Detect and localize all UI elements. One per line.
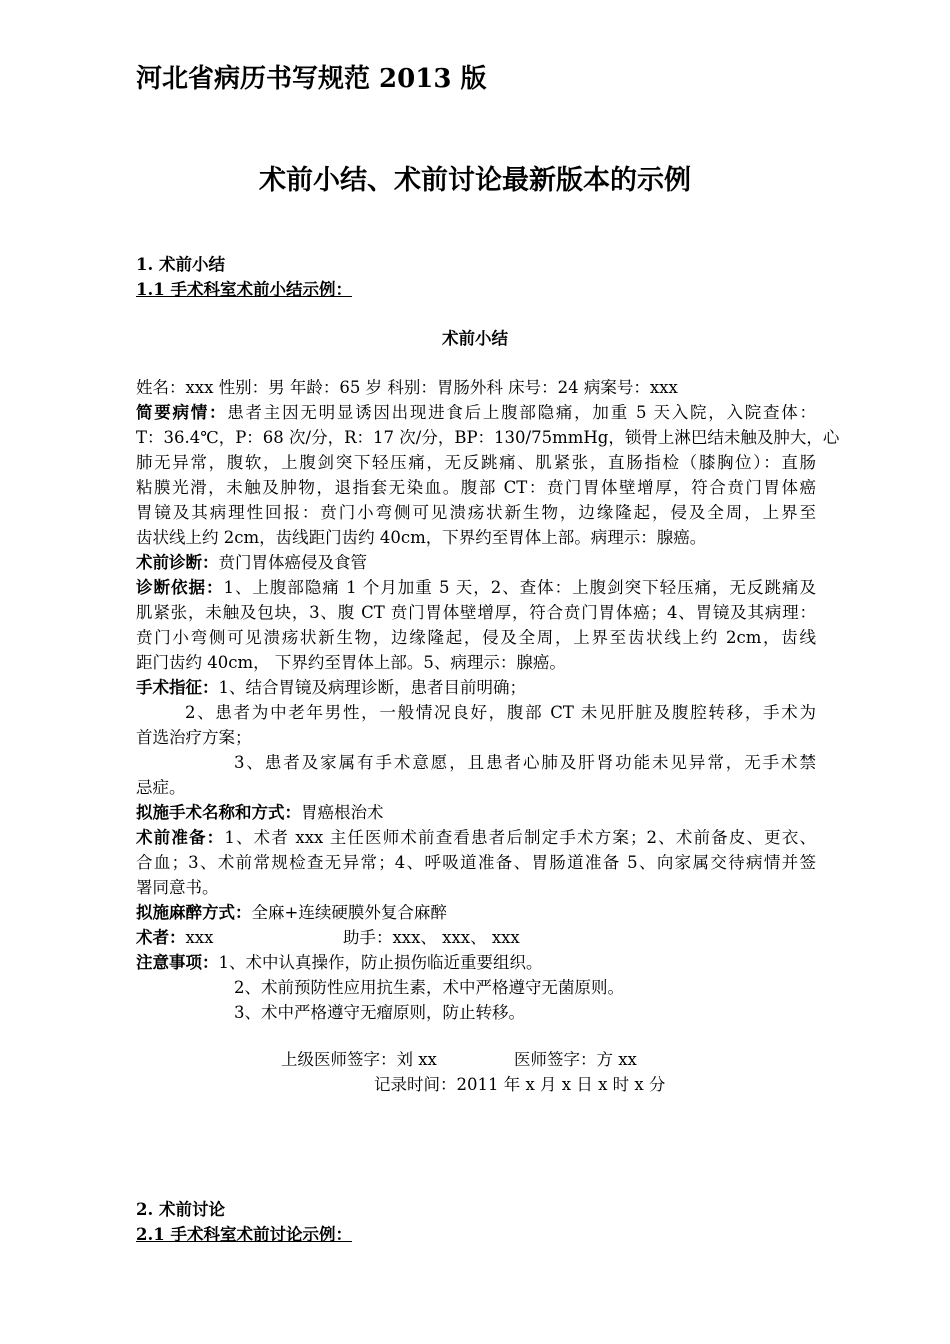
history-line-1: 简要病情：患者主因无明显诱因出现进食后上腹部隐痛，加重 5 天入院，入院查体：: [136, 403, 817, 422]
indication-line-4: 3、患者及家属有手术意愿，且患者心肺及肝肾功能未见异常，无手术禁: [234, 753, 816, 772]
page-title: 术前小结、术前讨论最新版本的示例: [259, 165, 691, 196]
prep-label: 术前准备：: [136, 828, 225, 847]
senior-signature: 上级医师签字：刘 xx: [281, 1050, 437, 1069]
notes-line-2: 2、术前预防性应用抗生素，术中严格遵守无菌原则。: [234, 978, 624, 997]
basis-line-3: 贲门小弯侧可见溃疡状新生物，边缘隆起，侵及全周，上界至齿状线上约 2cm，齿线: [136, 628, 816, 647]
basis-line-1: 诊断依据：1、上腹部隐痛 1 个月加重 5 天，2、查体：上腹剑突下轻压痛，无反跳痛及: [136, 578, 816, 597]
surgeon-value: xxx: [185, 928, 214, 947]
basis-line-4: 距门齿约 40cm， 下界约至胃体上部。5、病理示：腺癌。: [136, 653, 566, 672]
operation-line: [136, 800, 816, 825]
anesthesia-label: 拟施麻醉方式：: [136, 903, 252, 922]
history-line-2: T：36.4℃，P：68 次/分，R：17 次/分，BP：130/75mmHg，锁骨上淋巴结未触及肿大，心: [136, 428, 840, 447]
basis-label: 诊断依据：: [136, 578, 224, 597]
diagnosis-value: 贲门胃体癌侵及食管: [218, 553, 367, 572]
summary-heading: 术前小结: [442, 329, 508, 348]
notes-line-1: 注意事项：1、术中认真操作，防止损伤临近重要组织。: [136, 953, 543, 972]
history-label: 简要病情：: [136, 403, 228, 422]
section1-heading: 1. 术前小结: [136, 255, 225, 274]
indication-label: 手术指征：: [136, 678, 219, 697]
assistant-line: 助手：xxx、 xxx、 xxx: [343, 928, 520, 947]
history-line-3: 肺无异常，腹软，上腹剑突下轻压痛，无反跳痛、肌紧张，直肠指检（膝胸位）：直肠: [136, 453, 816, 472]
section2-heading: 2. 术前讨论: [136, 1200, 225, 1219]
diagnosis-line: [136, 550, 816, 575]
indication-line-2: 2、患者为中老年男性，一般情况良好，腹部 CT 未见肝脏及腹腔转移，手术为: [185, 703, 816, 722]
record-time: 记录时间：2011 年 x 月 x 日 x 时 x 分: [374, 1075, 666, 1094]
section2-subheading: 2.1 手术科室术前讨论示例：: [136, 1225, 352, 1244]
history-line-6: 齿状线上约 2cm，齿线距门齿约 40cm，下界约至胃体上部。病理示：腺癌。: [136, 528, 707, 547]
history-line-5: 胃镜及其病理性回报：贲门小弯侧可见溃疡状新生物，边缘隆起，侵及全周，上界至: [136, 503, 816, 522]
indication-line-5: 忌症。: [136, 778, 186, 797]
doctor-signature: 医师签字：方 xx: [514, 1050, 637, 1069]
document-header-title: 河北省病历书写规范 2013 版: [136, 64, 487, 94]
basis-line-2: 肌紧张，未触及包块，3、腹 CT 贲门胃体壁增厚，符合贲门胃体癌；4、胃镜及其病理：: [136, 603, 816, 622]
anesthesia-line: [136, 900, 816, 925]
history-line-4: 粘膜光滑，未触及肿物，退指套无染血。腹部 CT：贲门胃体壁增厚，符合贲门胃体癌: [136, 478, 816, 497]
section1-subheading: 1.1 手术科室术前小结示例：: [136, 280, 352, 299]
diagnosis-label: 术前诊断：: [136, 553, 219, 572]
indication-line-3: 首选治疗方案；: [136, 728, 252, 747]
indication-line-1: 手术指征：1、结合胃镜及病理诊断，患者目前明确；: [136, 678, 526, 697]
notes-label: 注意事项：: [136, 953, 219, 972]
operation-value: 胃癌根治术: [301, 803, 384, 822]
patient-info-line: 姓名：xxx 性别：男 年龄：65 岁 科别：胃肠外科 床号：24 病案号：xxx: [136, 378, 678, 397]
prep-line-2: 合血；3、术前常规检查无异常；4、呼吸道准备、胃肠道准备 5、向家属交待病情并签: [136, 853, 816, 872]
surgeon-label: 术者：: [136, 928, 186, 947]
anesthesia-value: 全麻+连续硬膜外复合麻醉: [251, 903, 447, 922]
prep-line-3: 署同意书。: [136, 878, 219, 897]
operation-label: 拟施手术名称和方式：: [136, 803, 301, 822]
prep-line-1: 术前准备：1、术者 xxx 主任医师术前查看患者后制定手术方案；2、术前备皮、更衣、: [136, 828, 816, 847]
notes-line-3: 3、术中严格遵守无瘤原则，防止转移。: [234, 1003, 525, 1022]
